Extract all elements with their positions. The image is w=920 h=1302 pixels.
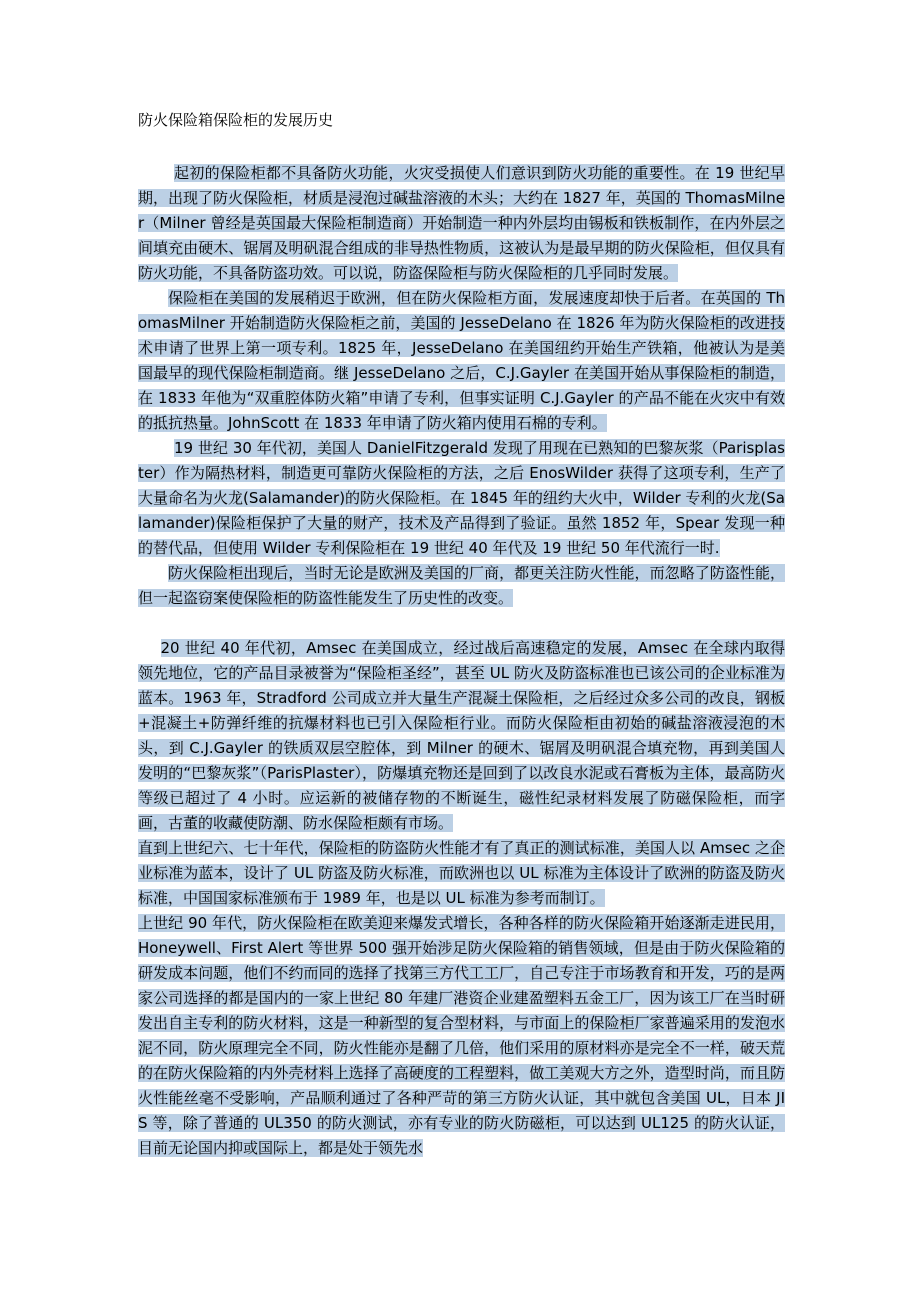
selected-text: 20 世纪 40 年代初，Amsec 在美国成立，经过战后高速稳定的发展，Amsec 在全球内取得领先地位，它的产品目录被誉为“保险柜圣经”，甚至 UL 防火及防盗标准也已该公司的企业标准为蓝本。1963 年，Stradford 公司成立并大量生产混凝土保险柜，之后经过众多公司的改良，钢板+混凝土+防弹纤维的抗爆材料也已引入保险柜行业。而防火保险柜由初始的碱盐溶液浸泡的木头，到 C.J.Gayler 的铁质双层空腔体，到 Milner 的硬木、锯屑及明矾混合填充物，再到美国人发明的“巴黎灰浆”（ParisPlaster），防爆填充物还是回到了以改良水泥或石膏板为主体，最高防火等级已超过了 4 小时。应运新的被储存物的不断诞生，磁性纪录材料发展了防磁保险柜，而字画，古董的收藏使防潮、防水保险柜颇有市场。 — [138, 639, 785, 832]
paragraph — [138, 836, 785, 911]
selected-text: 保险柜在美国的发展稍迟于欧洲，但在防火保险柜方面，发展速度却快于后者。在英国的 ThomasMilner 开始制造防火保险柜之前，美国的 JesseDelano 在 1826 年为防火保险柜的改进技术申请了世界上第一项专利。1825 年，JesseDelano 在美国纽约开始生产铁箱，他被认为是美国最早的现代保险柜制造商。继 JesseDelano 之后，C.J.Gayler 在美国开始从事保险柜的制造，在 1833 年他为“双重腔体防火箱”申请了专利，但事实证明 C.J.Gayler 的产品不能在火灾中有效的抵抗热量。JohnScott 在 1833 年申请了防火箱内使用石棉的专利。 — [138, 289, 785, 432]
document-title: 防火保险箱保险柜的发展历史 — [138, 111, 334, 129]
selected-text: 起初的保险柜都不具备防火功能，火灾受损使人们意识到防火功能的重要性。在 19 世纪早期，出现了防火保险柜，材质是浸泡过碱盐溶液的木头；大约在 1827 年，英国的 ThomasMilner（Milner 曾经是英国最大保险柜制造商）开始制造一种内外层均由锡板和铁板制作，在内外层之间填充由硬木、锯屑及明矾混合组成的非导热性物质，这被认为是最早期的防火保险柜，但仅具有防火功能，不具备防盗功效。可以说，防盗保险柜与防火保险柜的几乎同时发展。 — [138, 164, 785, 282]
paragraph — [138, 436, 785, 561]
paragraph — [138, 636, 785, 836]
selected-text: 直到上世纪六、七十年代，保险柜的防盗防火性能才有了真正的测试标准，美国人以 Amsec 之企业标准为蓝本，设计了 UL 防盗及防火标准，而欧洲也以 UL 标准为主体设计了欧洲的防盗及防火标准，中国国家标准颁布于 1989 年，也是以 UL 标准为参考而制订。 — [138, 839, 785, 907]
paragraph — [138, 161, 785, 286]
paragraph — [138, 561, 785, 611]
selected-text: 上世纪 90 年代，防火保险柜在欧美迎来爆发式增长，各种各样的防火保险箱开始逐渐走进民用，Honeywell、First Alert 等世界 500 强开始涉足防火保险箱的销售领域，但是由于防火保险箱的研发成本问题，他们不约而同的选择了找第三方代工工厂，自己专注于市场教育和开发，巧的是两家公司选择的都是国内的一家上世纪 80 年建厂港资企业建盈塑料五金工厂，因为该工厂在当时研发出自主专利的防火材料，这是一种新型的复合型材料，与市面上的保险柜厂家普遍采用的发泡水泥不同，防火原理完全不同，防火性能亦是翻了几倍，他们采用的原材料亦是完全不一样，破天荒的在防火保险箱的内外壳材料上选择了高硬度的工程塑料，做工美观大方之外，造型时尚，而且防火性能丝毫不受影响，产品顺利通过了各种严苛的第三方防火认证，其中就包含美国 UL，日本 JIS 等，除了普通的 UL350 的防火测试，亦有专业的防火防磁柜，可以达到 UL125 的防火认证，目前无论国内抑或国际上，都是处于领先水 — [138, 914, 785, 1157]
paragraph — [138, 911, 785, 1161]
paragraph — [138, 286, 785, 436]
selected-text: 防火保险柜出现后，当时无论是欧洲及美国的厂商，都更关注防火性能，而忽略了防盗性能，但一起盗窃案使保险柜的防盗性能发生了历史性的改变。 — [138, 564, 785, 607]
selected-text: 19 世纪 30 年代初，美国人 DanielFitzgerald 发现了用现在已熟知的巴黎灰浆（Parisplaster）作为隔热材料，制造更可靠防火保险柜的方法，之后 EnosWilder 获得了这项专利，生产了大量命名为火龙(Salamander)的防火保险柜。在 1845 年的纽约大火中，Wilder 专利的火龙(Salamander)保险柜保护了大量的财产，技术及产品得到了验证。虽然 1852 年，Spear 发现一种的替代品，但使用 Wilder 专利保险柜在 19 世纪 40 年代及 19 世纪 50 年代流行一时. — [138, 439, 785, 557]
